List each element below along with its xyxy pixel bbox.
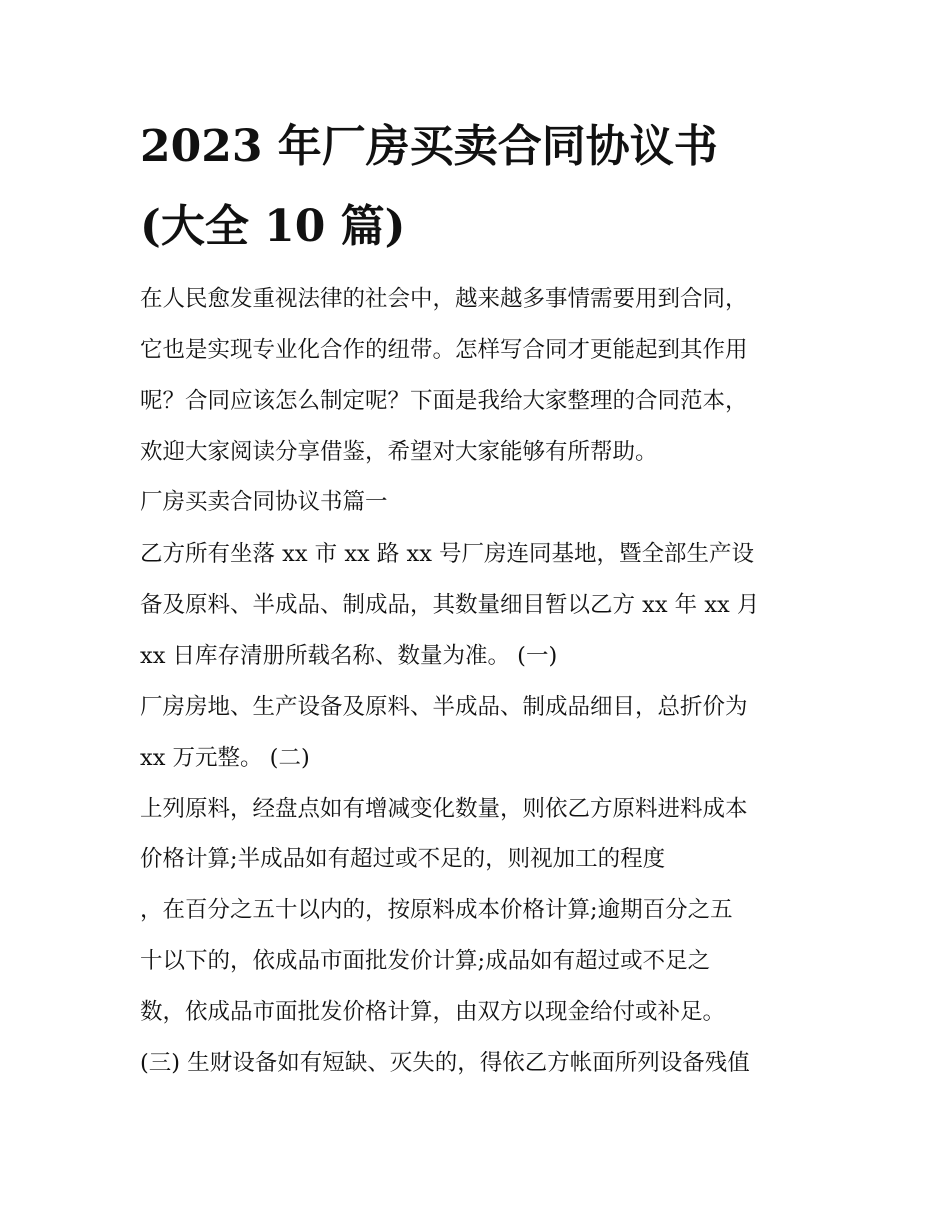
body-line-16: (三) 生财设备如有短缺、灭失的，得依乙方帐面所列设备残值 <box>140 1050 750 1076</box>
body-line-1: 在人民愈发重视法律的社会中，越来越多事情需要用到合同， <box>140 286 748 312</box>
body-line-11: 上列原料，经盘点如有增减变化数量，则依乙方原料进料成本 <box>140 796 748 822</box>
body-line-9: 厂房房地、生产设备及原料、半成品、制成品细目，总折价为 <box>140 694 748 720</box>
body-line-4: 欢迎大家阅读分享借鉴，希望对大家能够有所帮助。 <box>140 439 658 465</box>
body-line-3: 呢？合同应该怎么制定呢？下面是我给大家整理的合同范本， <box>140 388 748 414</box>
document-title-line-1: 2023 年厂房买卖合同协议书 <box>140 121 718 172</box>
body-line-12: 价格计算;半成品如有超过或不足的，则视加工的程度 <box>140 846 666 872</box>
document-title-line-2: (大全 10 篇) <box>140 201 406 252</box>
body-line-15: 数，依成品市面批发价格计算，由双方以现金给付或补足。 <box>140 999 726 1025</box>
body-line-7: 备及原料、半成品、制成品，其数量细目暂以乙方 xx 年 xx 月 <box>140 592 760 618</box>
body-line-13: ，在百分之五十以内的，按原料成本价格计算;逾期百分之五 <box>140 897 733 923</box>
body-line-6: 乙方所有坐落 xx 市 xx 路 xx 号厂房连同基地，暨全部生产设 <box>140 541 755 567</box>
body-line-10: xx 万元整。 (二) <box>140 745 310 771</box>
body-line-8: xx 日库存清册所载名称、数量为准。 (一) <box>140 643 558 669</box>
body-line-14: 十以下的，依成品市面批发价计算;成品如有超过或不足之 <box>140 948 711 974</box>
body-line-2: 它也是实现专业化合作的纽带。怎样写合同才更能起到其作用 <box>140 337 748 363</box>
section-heading: 厂房买卖合同协议书篇一 <box>140 489 388 515</box>
